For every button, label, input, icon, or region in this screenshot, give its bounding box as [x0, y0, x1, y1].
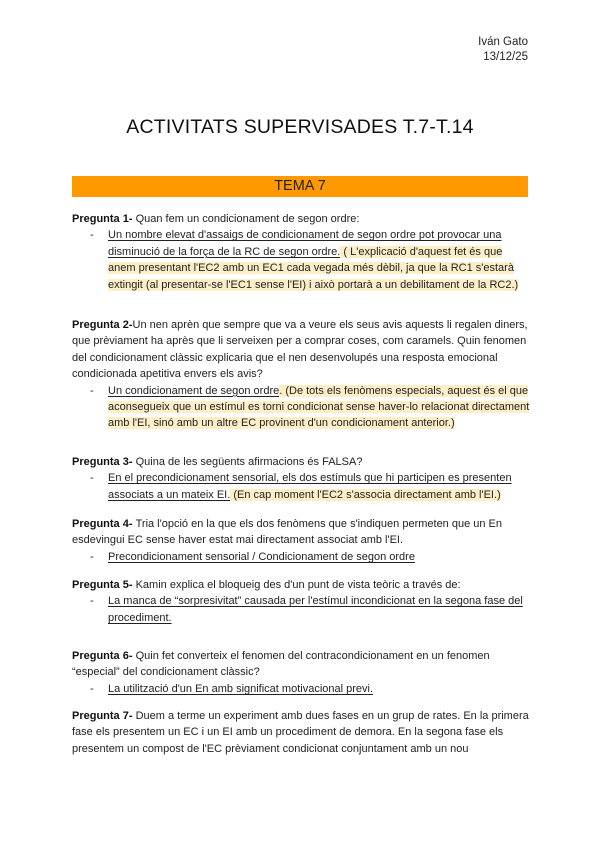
document-header	[478, 35, 528, 65]
question-prompt: Pregunta 5- Kamin explica el bloqueig des d'un punt de vista teòric a través de:	[72, 579, 461, 591]
question-text: Un nen aprèn que sempre que va a veure els seus avis aquests li regalen diners, que prèviament ha après que li serveixen per a comprar coses, com caramels. Quin fenomen del condicionament clàssic explicaria que el nen desenvolupés una resposta emocional condicionada apetitiva envers els avis?	[72, 319, 528, 381]
question-text: Tria l'opció en la que els dos fenòmens que s'indiquen permeten que un En esdevingui EC sense haver estat mai directament associat amb l'EI.	[72, 518, 503, 547]
question-prompt: Pregunta 4- Tria l'opció en la que els dos fenòmens que s'indiquen permeten que un En esdevingui EC sense haver estat mai directament associat amb l'EI.	[72, 518, 503, 547]
answer-item	[72, 470, 530, 503]
section-label: TEMA 7	[274, 178, 326, 194]
question-block-6	[72, 648, 530, 697]
question-label: Pregunta 6	[72, 650, 129, 662]
list-dash: -	[90, 472, 94, 485]
question-prompt: Pregunta 7- Duem a terme un experiment amb dues fases en un grup de rates. En la primera fase els presentem un EC i un EI amb un procediment de demora. En la segona fase els presentem un compost de l'EC prèviament condicionat conjuntament amb un nou	[72, 710, 529, 755]
question-label: Pregunta 1	[72, 213, 129, 225]
question-block-7	[72, 708, 530, 757]
question-label: Pregunta 4	[72, 518, 129, 530]
question-block-2	[72, 317, 530, 432]
question-text: Quin fet converteix el fenomen del contracondicionament en un fenomen “especial” del condicionament clàssic?	[72, 650, 490, 679]
question-text: Duem a terme un experiment amb dues fases en un grup de rates. En la primera fase els presentem un EC i un EI amb un procediment de demora. En la segona fase els presentem un compost de l'EC prèviament condicionat conjuntament amb un nou	[72, 710, 529, 755]
list-dash: -	[90, 550, 94, 563]
list-dash: -	[90, 384, 94, 397]
list-dash: -	[90, 229, 94, 242]
author-name: Iván Gato	[478, 36, 528, 48]
question-block-1	[72, 211, 530, 293]
answer-explanation: ( L'explicació d'aquest fet és que anem presentant l'EC2 amb un EC1 cada vegada més dèbil, ja que la RC1 s'estarà extingit (al presentar-se l'EC1 sense l'EI) i això portarà a un debilitament de la RC2.)	[108, 245, 519, 291]
answer-text: Un nombre elevat d'assaigs de condicionament de segon ordre pot provocar una disminució de la força de la RC de segon ordre.	[108, 229, 502, 258]
question-prompt: Pregunta 6- Quin fet converteix el fenomen del contracondicionament en un fenomen “especial” del condicionament clàssic?	[72, 650, 490, 679]
answer-item	[72, 549, 530, 565]
question-prompt: Pregunta 1- Quan fem un condicionament de segon ordre:	[72, 213, 360, 225]
answer-item	[72, 383, 530, 432]
list-dash: -	[90, 682, 94, 695]
list-dash: -	[90, 595, 94, 608]
question-label: Pregunta 3	[72, 456, 129, 468]
document-date: 13/12/25	[483, 51, 528, 63]
answer-item	[72, 593, 530, 626]
answer-text: En el precondicionament sensorial, els dos estímuls que hi participen es presenten associats a un mateix EI.	[108, 472, 512, 501]
question-prompt: Pregunta 3- Quina de les següents afirmacions és FALSA?	[72, 456, 363, 468]
answer-item	[72, 681, 530, 697]
question-block-4	[72, 516, 530, 565]
question-block-5	[72, 577, 530, 626]
question-text: Quina de les següents afirmacions és FALSA?	[135, 456, 363, 468]
question-block-3	[72, 454, 530, 503]
question-prompt: Pregunta 2-Un nen aprèn que sempre que va a veure els seus avis aquests li regalen diners, que prèviament ha après que li serveixen per a comprar coses, com caramels. Quin fenomen del condicionament clàssic explicaria que el nen desenvolupés una resposta emocional condicionada apetitiva envers els avis?	[72, 319, 528, 381]
answer-text: Un condicionament de segon ordre	[108, 384, 280, 397]
answer-text: La manca de “sorpresivitat” causada per l'estímul incondicionat en la segona fase del procediment.	[108, 595, 523, 624]
question-label: Pregunta 2	[72, 319, 129, 331]
answer-explanation: . (De tots els fenòmens especials, aquest és el que aconsegueix que un estímul es torni condicionat sense haver-lo relacionat directament amb l'EI, sinó amb un altre EC provinent d'un condicionament anterior.)	[108, 384, 530, 430]
answer-item	[72, 227, 530, 293]
question-text: Quan fem un condicionament de segon ordre:	[135, 213, 360, 225]
answer-text: La utilització d'un En amb significat motivacional previ.	[108, 682, 374, 695]
question-label: Pregunta 7	[72, 710, 129, 722]
section-banner	[72, 176, 528, 197]
answer-text: Precondicionament sensorial / Condicionament de segon ordre	[108, 550, 415, 563]
page-title: ACTIVITATS SUPERVISADES T.7-T.14	[126, 116, 474, 138]
answer-explanation: (En cap moment l'EC2 s'associa directament amb l'EI.)	[230, 488, 501, 501]
question-text: Kamin explica el bloqueig des d'un punt de vista teòric a través de:	[135, 579, 461, 591]
question-label: Pregunta 5	[72, 579, 129, 591]
